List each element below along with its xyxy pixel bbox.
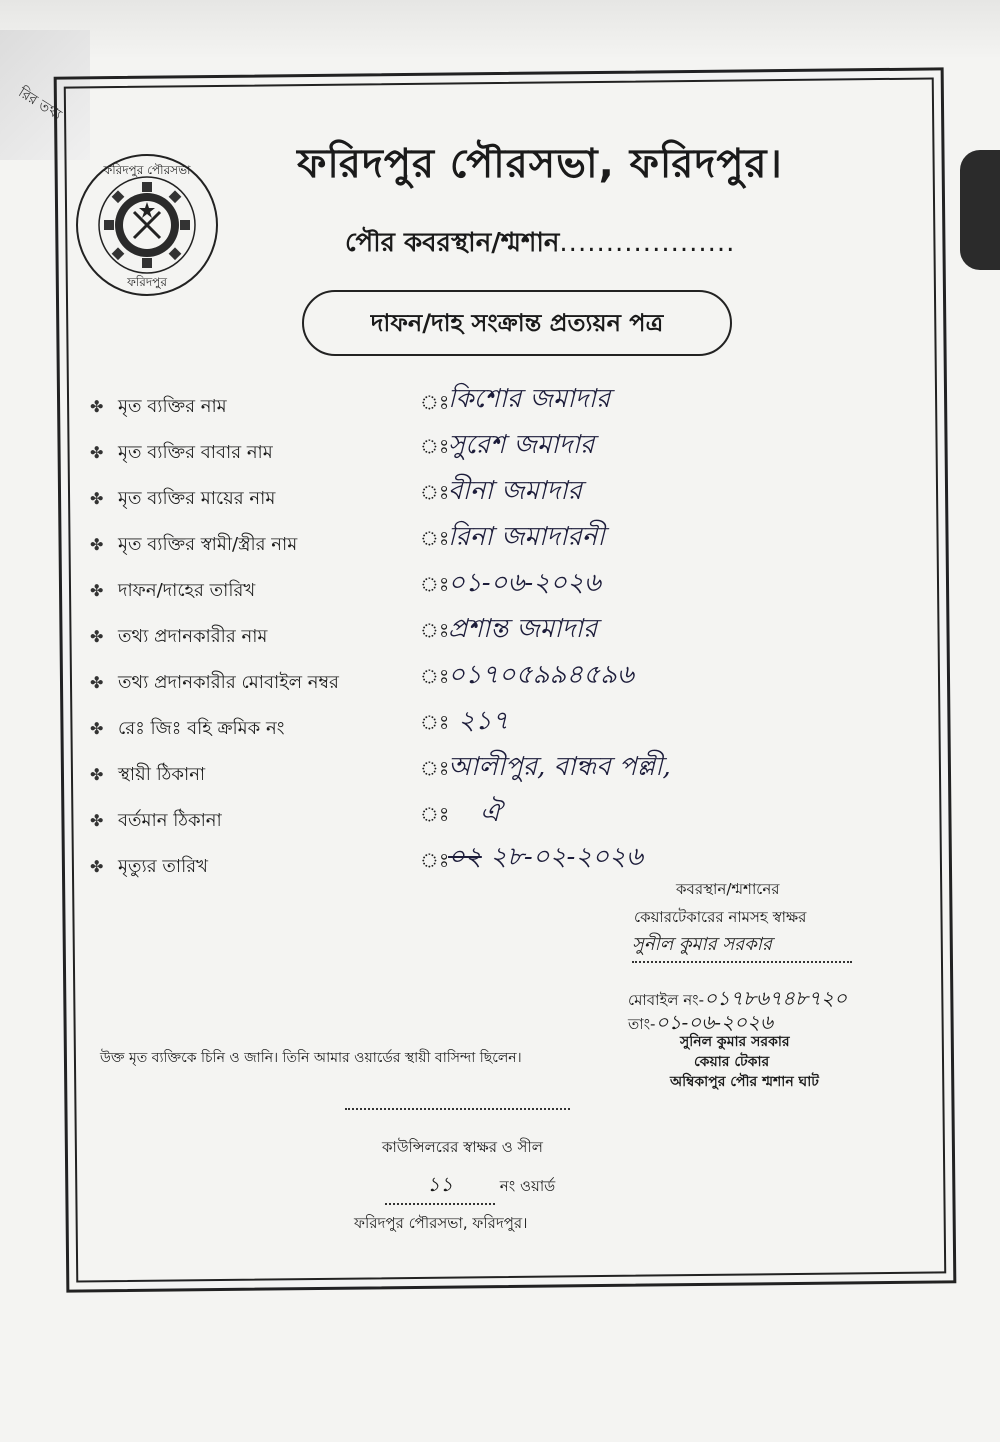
field-colon: ঃ	[420, 390, 450, 414]
ward-suffix: নং ওয়ার্ড	[499, 1177, 556, 1195]
page-title: ফরিদপুর পৌরসভা, ফরিদপুর।	[297, 141, 783, 187]
caretaker-label-2: কেয়ারটেকারের নামসহ স্বাক্ষর	[634, 908, 807, 926]
subtitle-dots: ...................	[559, 228, 736, 258]
stamp-role: কেয়ার টেকার	[694, 1054, 770, 1070]
diamond-bullet-icon: ✤	[90, 397, 104, 416]
field-label: ✤ রেঃ জিঃ বহি ক্রমিক নং	[90, 718, 285, 739]
diamond-bullet-icon: ✤	[90, 765, 104, 784]
diamond-bullet-icon: ✤	[90, 581, 104, 600]
death-date-value: ০২ ২৮-০২-২০২৬	[448, 842, 643, 872]
field-colon: ঃ	[420, 480, 450, 504]
field-label: ✤ মৃত ব্যক্তির স্বামী/স্ত্রীর নাম	[90, 534, 298, 555]
seal-text-top: ফরিদপুর পৌরসভা	[103, 163, 191, 177]
field-colon: ঃ	[420, 710, 450, 734]
diamond-bullet-icon: ✤	[90, 627, 104, 646]
spouse-name-value: রিনা জমাদারনী	[448, 522, 605, 552]
diamond-bullet-icon: ✤	[90, 489, 104, 508]
register-serial-value: ২১৭	[458, 706, 509, 736]
councillor-signature-line	[345, 1108, 570, 1110]
diamond-bullet-icon: ✤	[90, 811, 104, 830]
footer-office: ফরিদপুর পৌরসভা, ফরিদপুর।	[354, 1214, 528, 1232]
field-label: ✤ মৃত্যুর তারিখ	[90, 856, 208, 877]
subtitle-text: পৌর কবরস্থান/শ্মশান	[345, 228, 560, 258]
field-colon: ঃ	[420, 618, 450, 642]
seal-text-bottom: ফরিদপুর	[127, 275, 167, 289]
stamp-name: সুনিল কুমার সরকার	[680, 1034, 790, 1050]
caretaker-label-1: কবরস্থান/শ্মশানের	[676, 880, 780, 898]
corner-note: রির তথ্য	[15, 84, 65, 124]
photo-background	[0, 0, 1000, 60]
field-colon: ঃ	[420, 526, 450, 550]
diamond-bullet-icon: ✤	[90, 673, 104, 692]
field-label: ✤ স্থায়ী ঠিকানা	[90, 764, 206, 785]
ward-number: ১১	[385, 1170, 495, 1205]
field-label: ✤ মৃত ব্যক্তির মায়ের নাম	[90, 488, 276, 509]
field-colon: ঃ	[420, 572, 450, 596]
certificate-title: দাফন/দাহ সংক্রান্ত প্রত্যয়ন পত্র	[302, 290, 732, 356]
mother-name-value: বীনা জমাদার	[448, 476, 582, 506]
councillor-label: কাউন্সিলরের স্বাক্ষর ও সীল	[382, 1138, 543, 1156]
struck-value: ০২	[448, 842, 482, 872]
field-label: ✤ দাফন/দাহের তারিখ	[90, 580, 256, 601]
diamond-bullet-icon: ✤	[90, 857, 104, 876]
field-label: ✤ মৃত ব্যক্তির নাম	[90, 396, 227, 417]
dark-object	[960, 150, 1000, 270]
caretaker-mobile: মোবাইল নং-০১৭৮৬৭৪৮৭২০	[628, 986, 847, 1010]
field-colon: ঃ	[420, 848, 450, 872]
deceased-name-value: কিশোর জমাদার	[448, 384, 611, 414]
caretaker-signature: সুনীল কুমার সরকার	[632, 930, 852, 963]
present-address-value: ঐ	[480, 798, 501, 828]
diamond-bullet-icon: ✤	[90, 535, 104, 554]
declaration-text: উক্ত মৃত ব্যক্তিকে চিনি ও জানি। তিনি আমার ওয়ার্ডের স্থায়ী বাসিন্দা ছিলেন।	[100, 1050, 522, 1066]
diamond-bullet-icon: ✤	[90, 443, 104, 462]
ward-line	[385, 1170, 555, 1205]
informant-name-value: প্রশান্ত জমাদার	[448, 614, 598, 644]
father-name-value: সুরেশ জমাদার	[448, 430, 595, 460]
field-label: ✤ তথ্য প্রদানকারীর নাম	[90, 626, 268, 647]
field-label: ✤ বর্তমান ঠিকানা	[90, 810, 222, 831]
subtitle	[345, 222, 735, 266]
field-colon: ঃ	[420, 756, 450, 780]
stamp-place: অম্বিকাপুর পৌর শ্মশান ঘাট	[670, 1074, 819, 1090]
informant-mobile-value: ০১৭০৫৯৯৪৫৯৬	[448, 660, 634, 690]
burial-date-value: ০১-০৬-২০২৬	[448, 568, 601, 598]
field-colon: ঃ	[420, 802, 450, 826]
field-colon: ঃ	[420, 434, 450, 458]
field-label: ✤ তথ্য প্রদানকারীর মোবাইল নম্বর	[90, 672, 339, 693]
field-colon: ঃ	[420, 664, 450, 688]
diamond-bullet-icon: ✤	[90, 719, 104, 738]
field-label: ✤ মৃত ব্যক্তির বাবার নাম	[90, 442, 273, 463]
municipality-seal-icon	[74, 152, 220, 298]
caretaker-date: তাং-০১-০৬-২০২৬	[628, 1010, 774, 1034]
permanent-address-value: আলীপুর, বান্ধব পল্লী,	[448, 752, 671, 782]
